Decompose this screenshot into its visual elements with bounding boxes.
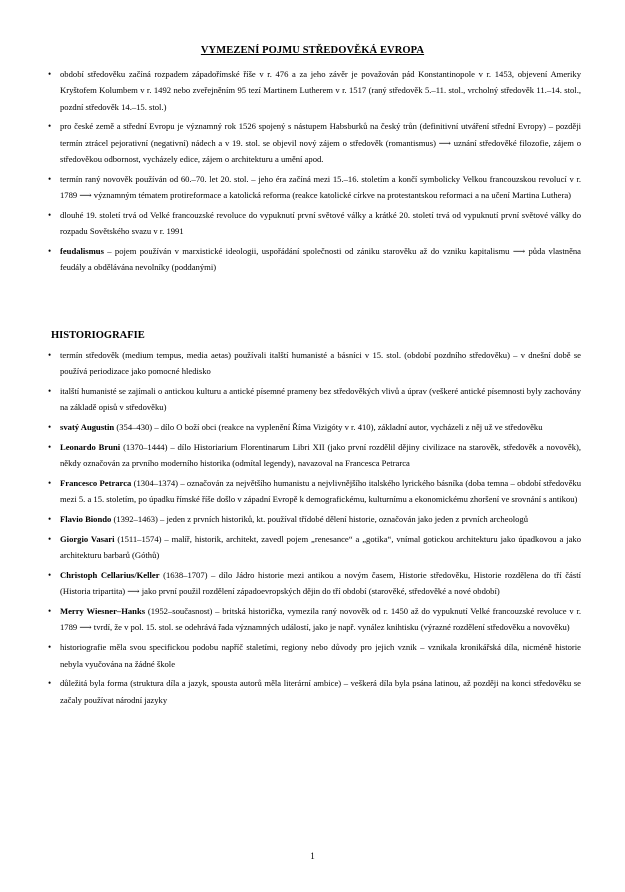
bullet-item xyxy=(48,347,581,380)
bullet-icon: • xyxy=(48,570,52,581)
bullet-item xyxy=(48,675,581,708)
bullet-text: (1952–současnost) – britská historička, vymezila raný novověk od r. 1450 až do vypuknutí Velké francouzské revoluce v r. 1789 ⟶ tvrdí, že v pol. 15. stol. se odehrává řada významných událostí, jako je např. vynález knihtisku (výrazné rozdělení středověku a novověku) xyxy=(60,606,582,633)
bullet-icon: • xyxy=(48,514,52,525)
bullet-item xyxy=(48,66,581,115)
bullet-item xyxy=(48,207,581,240)
bullet-text: (1638–1707) – dílo Jádro historie mezi antikou a novým časem, Historie středověku, Historie rozdělena do tří částí (Historia tripartita) ⟶ jako první použil rozdělení západoevropských dějin do tří období (starověké, středověké a nové období) xyxy=(60,570,581,597)
bullet-item xyxy=(48,171,581,204)
bullet-lead-term: svatý Augustin xyxy=(60,422,115,433)
bullet-item xyxy=(48,439,581,472)
historiography-bullet-list xyxy=(48,347,581,711)
bullet-text: (1511–1574) – malíř, historik, architekt, zavedl pojem „renesance“ a „gotika“, vnímal gotickou architekturu jako úpadkovou a jako architekturu barbarů (Góthů) xyxy=(60,533,581,561)
bullet-icon: • xyxy=(48,121,52,132)
bullet-text: termín raný novověk používán od 60.–70. let 20. stol. – jeho éra začíná mezi 15.–16. stoletím a končí symbolicky Velkou francouzskou revolucí v r. 1789 ⟶ významným tématem protireformace a katolická reforma (reakce katolické církve na protestantskou reformaci a na učení Martina Luthera) xyxy=(60,173,581,201)
bullet-icon: • xyxy=(48,533,52,544)
bullet-icon: • xyxy=(48,478,52,489)
bullet-icon: • xyxy=(48,441,52,452)
bullet-lead-term: feudalismus xyxy=(60,245,104,256)
bullet-text: období středověku začíná rozpadem západořímské říše v r. 476 a za jeho závěr je považován pád Konstantinopole v r. 1453, objevení Ameriky Kryštofem Kolumbem v r. 1492 nebo zveřejněním 95 tezí Martinem Lutherem v r. 1517 (raný středověk 5.–11. stol., vrcholný středověk 11.–14. stol., pozdní středověk 14.–15. stol.) xyxy=(60,69,581,112)
bullet-text: historiografie měla svou specifickou podobu napříč staletími, regiony nebo důvody pro jejich vznik – vznikala kronikářská díla, nicméně historie nebyla vyučována na žádné škole xyxy=(60,642,581,669)
bullet-icon: • xyxy=(48,386,52,397)
bullet-item xyxy=(48,118,581,167)
bullet-icon: • xyxy=(48,642,52,653)
bullet-lead-term: Christoph Cellarius/Keller xyxy=(60,570,160,581)
bullet-lead-term: Francesco Petrarca xyxy=(60,478,132,489)
bullet-text: (1392–1463) – jeden z prvních historiků, kt. používal třídobé dělení historie, označován jako jeden z prvních archeologů xyxy=(111,514,529,525)
bullet-lead-term: Flavio Biondo xyxy=(60,514,112,525)
intro-bullet-list xyxy=(48,66,581,279)
bullet-item xyxy=(48,531,581,564)
bullet-icon: • xyxy=(48,245,52,256)
bullet-item xyxy=(48,419,581,435)
page-number: 1 xyxy=(310,851,315,861)
bullet-text: dlouhé 19. století trvá od Velké francouzské revoluce do vypuknutí první světové války a krátké 20. století trvá od vypuknutí první světové války do rozpadu Sovětského svazu v r. 1991 xyxy=(60,209,581,237)
bullet-text: důležitá byla forma (struktura díla a jazyk, spousta autorů měla literární ambice) – veškerá díla byla psána latinou, až později na konci středověku se začaly používat národní jazyky xyxy=(60,678,581,705)
bullet-icon: • xyxy=(48,678,52,689)
bullet-icon: • xyxy=(48,350,52,360)
bullet-text: (1304–1374) – označován za největšího humanistu a nejvlivnějšího italského lyrického básníka (doba temna – období středověku mezi 5. a 15. stoletím, po úpadku římské říše došlo v západní Evropě k demografickému, kulturnímu a ekonomickému zhoršení ve srovnání s antikou) xyxy=(60,478,581,505)
bullet-text: termín středověk (medium tempus, media aetas) používali italští humanisté a básníci v 15. stol. (období pozdního středověku) – v dnešní době se používá periodizace jako pomocné hledisko xyxy=(60,350,581,377)
bullet-icon: • xyxy=(48,422,52,433)
bullet-icon: • xyxy=(48,209,52,220)
bullet-item xyxy=(48,383,581,416)
bullet-lead-term: Merry Wiesner–Hanks xyxy=(60,606,146,617)
bullet-icon: • xyxy=(48,606,52,617)
bullet-text: pro české země a střední Evropu je významný rok 1526 spojený s nástupem Habsburků na český trůn (definitivní utváření střední Evropy) – později termín ztrácel pejorativní (negativní) nádech a v 19. stol. se objevil nový zájem o středověk (romantismus) ⟶ uznání středověké filozofie, zájem o středověkou odbornost, vycházely edice, zájem o architekturu a umění apod. xyxy=(60,121,581,164)
bullet-item xyxy=(48,511,581,527)
bullet-item xyxy=(48,475,581,508)
bullet-text: italští humanisté se zajímali o antickou kulturu a antické písemné prameny bez středověkých vlivů a úprav (veškeré antické písemnosti byly zachovány na základě opisů v středověku) xyxy=(60,386,581,413)
bullet-item xyxy=(48,639,581,672)
bullet-icon: • xyxy=(48,69,52,79)
section-heading-historiography: HISTORIOGRAFIE xyxy=(51,330,145,341)
bullet-lead-term: Leonardo Bruni xyxy=(60,441,121,452)
bullet-item xyxy=(48,603,581,636)
bullet-text: (354–430) – dílo O boží obci (reakce na vyplenění Říma Vizigóty v r. 410), základní autor, vycházeli z něj už ve středověku xyxy=(114,422,543,433)
bullet-lead-term: Giorgio Vasari xyxy=(60,533,115,544)
bullet-text: (1370–1444) – dílo Historiarium Florentinarum Libri XII (jako první rozdělil dějiny civilizace na starověk, středověk a novověk), někdy označován za prvního moderního historika (odmítal legendy), navazoval na Francesca Petrarca xyxy=(60,441,581,469)
bullet-icon: • xyxy=(48,173,52,184)
bullet-item xyxy=(48,567,581,600)
bullet-text: – pojem používán v marxistické ideologii, uspořádání společnosti od zániku starověku až do vzniku kapitalismu ⟶ půda vlastněna feudály a obdělávána nevolníky (poddanými) xyxy=(60,245,581,273)
bullet-item xyxy=(48,243,581,276)
document-title: VYMEZENÍ POJMU STŘEDOVĚKÁ EVROPA xyxy=(200,45,425,56)
